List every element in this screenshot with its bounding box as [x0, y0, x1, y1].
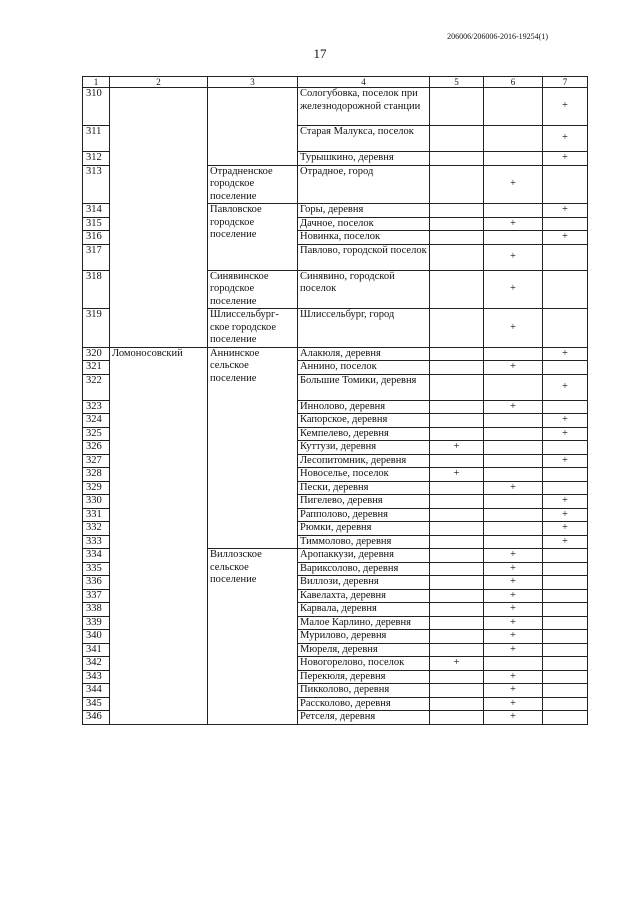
- mark-cell-col6: [484, 508, 543, 522]
- mark-cell-col7: [543, 400, 588, 414]
- settlement-name-cell: Турышкино, деревня: [298, 152, 430, 166]
- settlement-name-cell: Аропаккузи, деревня: [298, 549, 430, 563]
- row-number-cell: 344: [83, 684, 110, 698]
- row-number-cell: 334: [83, 549, 110, 563]
- row-number-cell: 315: [83, 217, 110, 231]
- mark-cell-col5: [430, 414, 484, 428]
- mark-cell-col6: [484, 454, 543, 468]
- table-row: [83, 88, 588, 126]
- mark-cell-col5: [430, 549, 484, 563]
- document-id: 206006/206006-2016-19254(1): [447, 32, 548, 41]
- mark-cell-col7: [543, 309, 588, 348]
- table-body: [83, 88, 588, 725]
- mark-cell-col6: +: [484, 549, 543, 563]
- row-number-cell: 335: [83, 562, 110, 576]
- mark-cell-col6: +: [484, 630, 543, 644]
- settlement-name-cell: Пески, деревня: [298, 481, 430, 495]
- settlement-name-cell: Алакюля, деревня: [298, 347, 430, 361]
- row-number-cell: 337: [83, 589, 110, 603]
- mark-cell-col5: +: [430, 441, 484, 455]
- settlement-name-cell: Тиммолово, деревня: [298, 535, 430, 549]
- mark-cell-col5: [430, 347, 484, 361]
- mark-cell-col5: +: [430, 657, 484, 671]
- row-number-cell: 324: [83, 414, 110, 428]
- district-cell: Ломоносовский: [110, 347, 208, 724]
- mark-cell-col5: [430, 88, 484, 126]
- settlement-name-cell: Пикколово, деревня: [298, 684, 430, 698]
- mark-cell-col6: [484, 88, 543, 126]
- mark-cell-col5: [430, 630, 484, 644]
- mark-cell-col6: +: [484, 217, 543, 231]
- row-number-cell: 319: [83, 309, 110, 348]
- mark-cell-col7: +: [543, 88, 588, 126]
- row-number-cell: 318: [83, 270, 110, 309]
- mark-cell-col6: [484, 126, 543, 152]
- page-number: 17: [313, 46, 327, 61]
- mark-cell-col6: +: [484, 309, 543, 348]
- mark-cell-col6: [484, 231, 543, 245]
- mark-cell-col7: [543, 361, 588, 375]
- district-cell: [110, 88, 208, 348]
- settlement-name-cell: Виллози, деревня: [298, 576, 430, 590]
- mark-cell-col6: +: [484, 576, 543, 590]
- mark-cell-col5: [430, 603, 484, 617]
- settlement-name-cell: Рапполово, деревня: [298, 508, 430, 522]
- mark-cell-col7: [543, 217, 588, 231]
- municipality-cell: Аннинское сельское поселение: [208, 347, 298, 549]
- mark-cell-col7: [543, 643, 588, 657]
- mark-cell-col6: [484, 152, 543, 166]
- settlement-name-cell: Дачное, поселок: [298, 217, 430, 231]
- mark-cell-col5: [430, 589, 484, 603]
- mark-cell-col5: [430, 309, 484, 348]
- mark-cell-col7: [543, 670, 588, 684]
- settlement-name-cell: Сологубовка, поселок при железнодорожной станции: [298, 88, 430, 126]
- mark-cell-col6: [484, 522, 543, 536]
- mark-cell-col5: [430, 270, 484, 309]
- settlement-name-cell: Шлиссельбург, город: [298, 309, 430, 348]
- mark-cell-col7: [543, 603, 588, 617]
- mark-cell-col6: +: [484, 400, 543, 414]
- mark-cell-col5: [430, 522, 484, 536]
- settlement-name-cell: Мюреля, деревня: [298, 643, 430, 657]
- mark-cell-col7: [543, 441, 588, 455]
- mark-cell-col6: +: [484, 711, 543, 725]
- mark-cell-col5: [430, 454, 484, 468]
- row-number-cell: 320: [83, 347, 110, 361]
- mark-cell-col5: [430, 374, 484, 400]
- row-number-cell: 343: [83, 670, 110, 684]
- mark-cell-col7: [543, 589, 588, 603]
- mark-cell-col7: +: [543, 454, 588, 468]
- mark-cell-col6: +: [484, 616, 543, 630]
- mark-cell-col6: +: [484, 603, 543, 617]
- row-number-cell: 341: [83, 643, 110, 657]
- row-number-cell: 342: [83, 657, 110, 671]
- mark-cell-col7: +: [543, 347, 588, 361]
- row-number-cell: 338: [83, 603, 110, 617]
- mark-cell-col7: [543, 549, 588, 563]
- column-header: 2: [110, 77, 208, 88]
- mark-cell-col7: +: [543, 152, 588, 166]
- row-number-cell: 346: [83, 711, 110, 725]
- column-header: 3: [208, 77, 298, 88]
- mark-cell-col5: [430, 244, 484, 270]
- settlement-name-cell: Рюмки, деревня: [298, 522, 430, 536]
- mark-cell-col6: [484, 427, 543, 441]
- settlement-name-cell: Горы, деревня: [298, 204, 430, 218]
- settlement-name-cell: Карвала, деревня: [298, 603, 430, 617]
- mark-cell-col7: +: [543, 522, 588, 536]
- mark-cell-col6: [484, 495, 543, 509]
- row-number-cell: 326: [83, 441, 110, 455]
- mark-cell-col5: [430, 165, 484, 204]
- municipality-cell: Отрадненское городское поселение: [208, 165, 298, 204]
- row-number-cell: 317: [83, 244, 110, 270]
- row-number-cell: 327: [83, 454, 110, 468]
- settlement-name-cell: Большие Томики, деревня: [298, 374, 430, 400]
- mark-cell-col6: +: [484, 562, 543, 576]
- mark-cell-col6: +: [484, 684, 543, 698]
- row-number-cell: 328: [83, 468, 110, 482]
- mark-cell-col7: +: [543, 508, 588, 522]
- mark-cell-col6: +: [484, 361, 543, 375]
- column-header: 7: [543, 77, 588, 88]
- settlement-name-cell: Рассколово, деревня: [298, 697, 430, 711]
- mark-cell-col5: [430, 427, 484, 441]
- mark-cell-col6: [484, 535, 543, 549]
- settlement-name-cell: Аннино, поселок: [298, 361, 430, 375]
- mark-cell-col5: +: [430, 468, 484, 482]
- municipality-cell: Синявинское городское поселение: [208, 270, 298, 309]
- mark-cell-col7: [543, 616, 588, 630]
- mark-cell-col7: +: [543, 231, 588, 245]
- row-number-cell: 311: [83, 126, 110, 152]
- mark-cell-col7: +: [543, 427, 588, 441]
- mark-cell-col6: +: [484, 670, 543, 684]
- row-number-cell: 325: [83, 427, 110, 441]
- settlement-name-cell: Пигелево, деревня: [298, 495, 430, 509]
- row-number-cell: 333: [83, 535, 110, 549]
- settlement-name-cell: Лесопитомник, деревня: [298, 454, 430, 468]
- mark-cell-col5: [430, 204, 484, 218]
- column-header: 6: [484, 77, 543, 88]
- mark-cell-col5: [430, 684, 484, 698]
- column-header: 1: [83, 77, 110, 88]
- settlement-name-cell: Отрадное, город: [298, 165, 430, 204]
- mark-cell-col6: [484, 468, 543, 482]
- settlement-name-cell: Малое Карлино, деревня: [298, 616, 430, 630]
- mark-cell-col7: [543, 697, 588, 711]
- mark-cell-col6: +: [484, 697, 543, 711]
- mark-cell-col7: [543, 481, 588, 495]
- municipality-cell: [208, 88, 298, 166]
- mark-cell-col5: [430, 217, 484, 231]
- mark-cell-col7: +: [543, 126, 588, 152]
- settlement-name-cell: Вариксолово, деревня: [298, 562, 430, 576]
- mark-cell-col5: [430, 697, 484, 711]
- settlement-name-cell: Перекюля, деревня: [298, 670, 430, 684]
- column-header: 4: [298, 77, 430, 88]
- column-header: 5: [430, 77, 484, 88]
- row-number-cell: 336: [83, 576, 110, 590]
- mark-cell-col5: [430, 495, 484, 509]
- mark-cell-col7: [543, 270, 588, 309]
- mark-cell-col7: [543, 576, 588, 590]
- mark-cell-col5: [430, 126, 484, 152]
- settlement-name-cell: Новинка, поселок: [298, 231, 430, 245]
- mark-cell-col6: [484, 657, 543, 671]
- row-number-cell: 321: [83, 361, 110, 375]
- mark-cell-col5: [430, 508, 484, 522]
- mark-cell-col7: +: [543, 414, 588, 428]
- row-number-cell: 313: [83, 165, 110, 204]
- mark-cell-col5: [430, 616, 484, 630]
- mark-cell-col6: [484, 347, 543, 361]
- settlement-name-cell: Кавелахта, деревня: [298, 589, 430, 603]
- mark-cell-col7: [543, 684, 588, 698]
- row-number-cell: 331: [83, 508, 110, 522]
- row-number-cell: 312: [83, 152, 110, 166]
- settlement-name-cell: Мурилово, деревня: [298, 630, 430, 644]
- municipality-cell: Павловское городское поселение: [208, 204, 298, 271]
- mark-cell-col7: [543, 630, 588, 644]
- municipality-cell: Шлиссельбург-ское городское поселение: [208, 309, 298, 348]
- mark-cell-col5: [430, 643, 484, 657]
- row-number-cell: 340: [83, 630, 110, 644]
- settlement-name-cell: Новоселье, поселок: [298, 468, 430, 482]
- table-row: [83, 347, 588, 361]
- settlement-name-cell: Иннолово, деревня: [298, 400, 430, 414]
- settlement-name-cell: Старая Малукса, поселок: [298, 126, 430, 152]
- mark-cell-col7: [543, 468, 588, 482]
- mark-cell-col5: [430, 562, 484, 576]
- mark-cell-col7: [543, 562, 588, 576]
- row-number-cell: 339: [83, 616, 110, 630]
- mark-cell-col7: +: [543, 495, 588, 509]
- settlement-name-cell: Капорское, деревня: [298, 414, 430, 428]
- mark-cell-col7: +: [543, 374, 588, 400]
- settlement-name-cell: Новогорелово, поселок: [298, 657, 430, 671]
- mark-cell-col5: [430, 400, 484, 414]
- mark-cell-col6: [484, 414, 543, 428]
- mark-cell-col7: +: [543, 535, 588, 549]
- settlement-name-cell: Павлово, городской поселок: [298, 244, 430, 270]
- mark-cell-col5: [430, 535, 484, 549]
- row-number-cell: 332: [83, 522, 110, 536]
- row-number-cell: 316: [83, 231, 110, 245]
- settlement-name-cell: Ретселя, деревня: [298, 711, 430, 725]
- mark-cell-col6: [484, 204, 543, 218]
- mark-cell-col6: +: [484, 643, 543, 657]
- settlements-table: [82, 76, 588, 725]
- mark-cell-col6: [484, 441, 543, 455]
- row-number-cell: 310: [83, 88, 110, 126]
- municipality-cell: Виллозское сельское поселение: [208, 549, 298, 725]
- mark-cell-col6: +: [484, 244, 543, 270]
- mark-cell-col6: +: [484, 165, 543, 204]
- row-number-cell: 314: [83, 204, 110, 218]
- mark-cell-col7: [543, 165, 588, 204]
- mark-cell-col5: [430, 231, 484, 245]
- settlement-name-cell: Куттузи, деревня: [298, 441, 430, 455]
- settlement-name-cell: Кемпелево, деревня: [298, 427, 430, 441]
- mark-cell-col5: [430, 152, 484, 166]
- row-number-cell: 330: [83, 495, 110, 509]
- mark-cell-col7: [543, 657, 588, 671]
- mark-cell-col7: [543, 711, 588, 725]
- table-header-row: [83, 77, 588, 88]
- mark-cell-col6: [484, 374, 543, 400]
- mark-cell-col5: [430, 711, 484, 725]
- row-number-cell: 323: [83, 400, 110, 414]
- row-number-cell: 345: [83, 697, 110, 711]
- settlement-name-cell: Синявино, городской поселок: [298, 270, 430, 309]
- mark-cell-col5: [430, 670, 484, 684]
- mark-cell-col7: +: [543, 204, 588, 218]
- mark-cell-col6: +: [484, 270, 543, 309]
- mark-cell-col6: +: [484, 589, 543, 603]
- mark-cell-col6: +: [484, 481, 543, 495]
- mark-cell-col5: [430, 361, 484, 375]
- mark-cell-col5: [430, 481, 484, 495]
- row-number-cell: 329: [83, 481, 110, 495]
- row-number-cell: 322: [83, 374, 110, 400]
- mark-cell-col5: [430, 576, 484, 590]
- mark-cell-col7: [543, 244, 588, 270]
